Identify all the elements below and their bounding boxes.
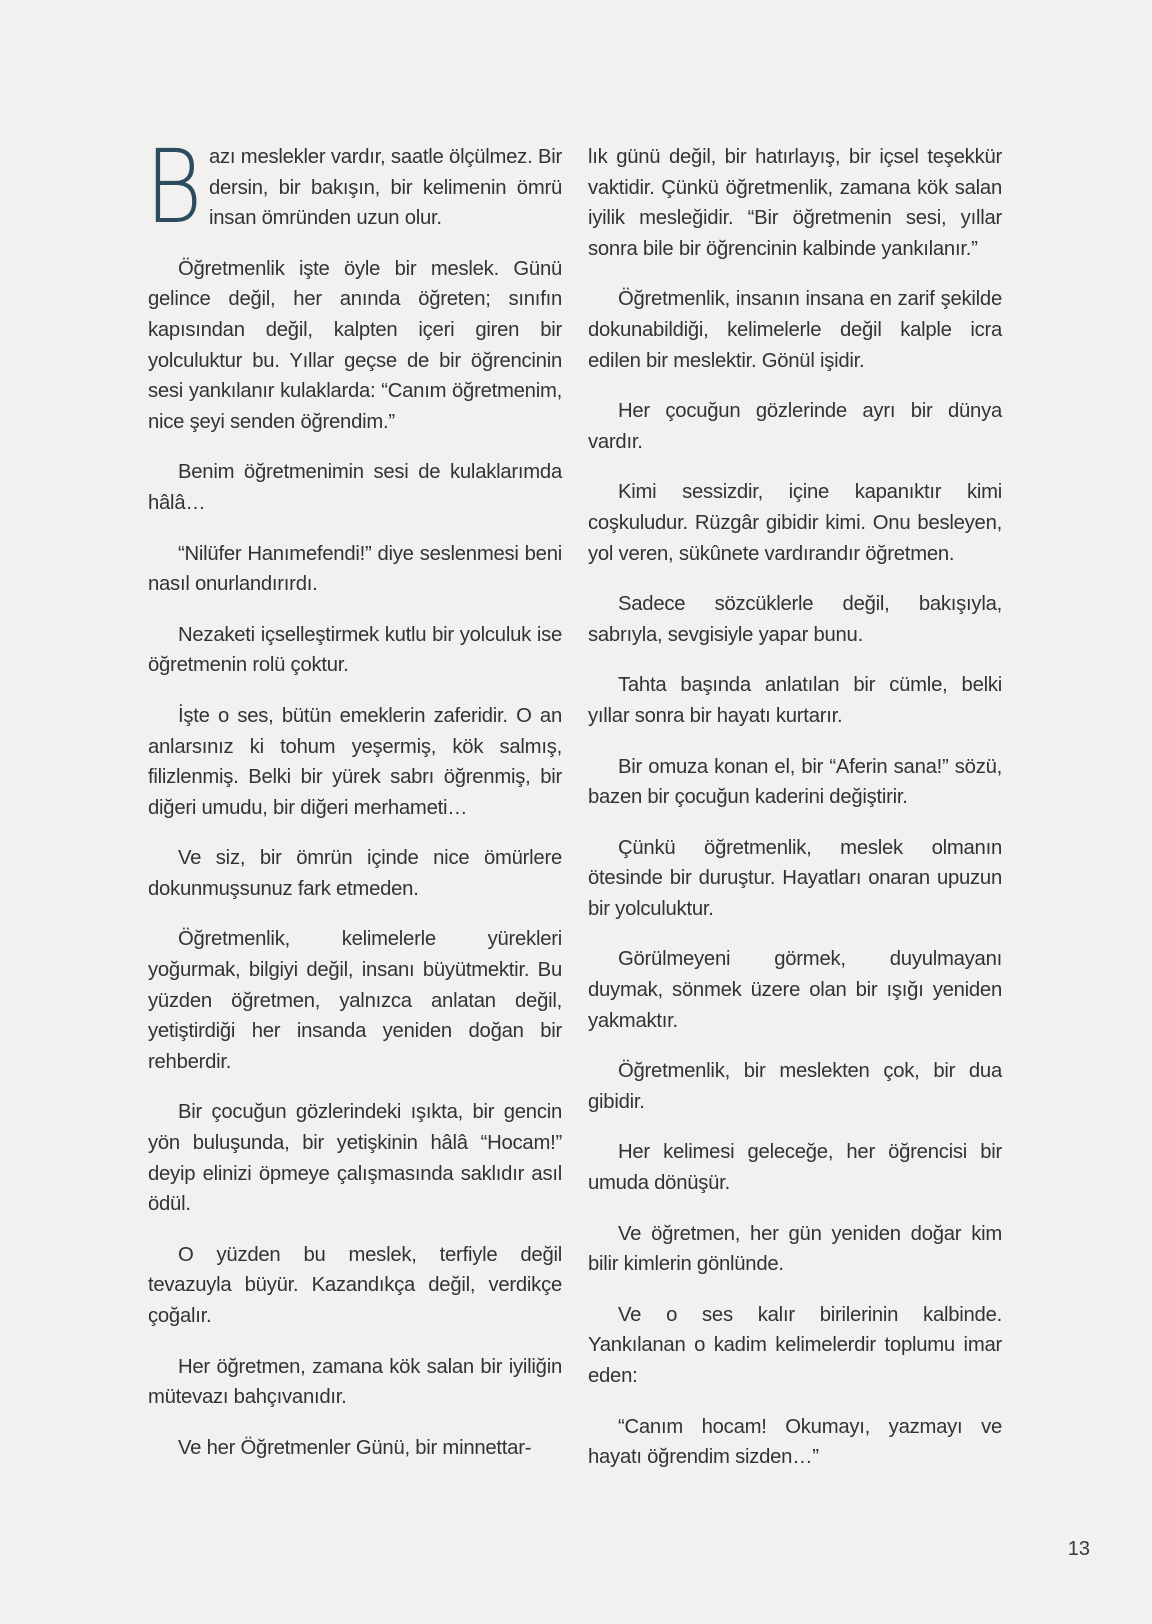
drop-cap: B bbox=[145, 128, 203, 247]
paragraph: “Canım hocam! Okumayı, yazmayı ve hayatı öğrendim sizden…” bbox=[588, 1415, 1002, 1469]
right-column bbox=[588, 142, 1002, 1493]
paragraph: Öğretmenlik, bir meslekten çok, bir dua gibidir. bbox=[588, 1060, 1002, 1113]
page-number: 13 bbox=[1067, 1538, 1090, 1560]
paragraph: Öğretmenlik işte öyle bir meslek. Günü gelince değil, her anında öğreten; sınıfın kapısından değil, kalpten içeri giren bir yolculuktur bu. Yıllar geçse de bir öğrencinin sesi yankılanır kulaklarda: “Canım öğretmenim, nice şeyi senden öğrendim.” bbox=[148, 257, 562, 433]
paragraph: “Nilüfer Hanımefendi!” diye seslenmesi beni nasıl onurlandırırdı. bbox=[148, 542, 562, 596]
opening-paragraph bbox=[145, 128, 562, 247]
paragraph: Ve siz, bir ömrün içinde nice ömürlere dokunmuşsunuz fark etmeden. bbox=[148, 847, 562, 900]
paragraph: Ve öğretmen, her gün yeniden doğar kim bilir kimlerin gönlünde. bbox=[588, 1222, 1002, 1276]
left-column bbox=[145, 128, 562, 1483]
paragraph: Çünkü öğretmenlik, meslek olmanın ötesinde bir duruştur. Hayatları onaran upuzun bir yolculuktur. bbox=[588, 836, 1002, 920]
paragraph: O yüzden bu meslek, terfiyle değil tevazuyla büyür. Kazandıkça değil, verdikçe çoğalır. bbox=[148, 1243, 562, 1327]
paragraph: Her öğretmen, zamana kök salan bir iyiliğin mütevazı bahçıvanıdır. bbox=[148, 1355, 562, 1409]
paragraph: Görülmeyeni görmek, duyulmayanı duymak, sönmek üzere olan bir ışığı yeniden yakmaktır. bbox=[588, 948, 1002, 1032]
paragraph: Ve o ses kalır birilerinin kalbinde. Yankılanan o kadim kelimelerdir toplumu imar eden: bbox=[588, 1303, 1002, 1387]
paragraph: Her çocuğun gözlerinde ayrı bir dünya vardır. bbox=[588, 400, 1002, 453]
paragraph: Tahta başında anlatılan bir cümle, belki yıllar sonra bir hayatı kurtarır. bbox=[588, 674, 1002, 727]
opening-paragraph-text: azı meslekler vardır, saatle ölçülmez. Bir dersin, bir bakışın, bir kelimenin ömrü insan ömründen uzun olur. bbox=[209, 146, 562, 230]
paragraph: Ve her Öğretmenler Günü, bir minnettar- bbox=[178, 1436, 532, 1459]
paragraph: Nezaketi içselleştirmek kutlu bir yolculuk ise öğretmenin rolü çoktur. bbox=[148, 623, 562, 677]
paragraph: Her kelimesi geleceğe, her öğrencisi bir umuda dönüşür. bbox=[588, 1141, 1002, 1195]
paragraph: Öğretmenlik, insanın insana en zarif şekilde dokunabildiği, kelimelerle değil kalple icra edilen bir meslektir. Gönül işidir. bbox=[588, 288, 1002, 372]
continued-paragraph: lık günü değil, bir hatırlayış, bir içsel teşekkür vaktidir. Çünkü öğretmenlik, zamana kök salan iyilik mesleğidir. “Bir öğretmenin sesi, yıllar sonra bile bir öğrencinin kalbinde yankılanır.” bbox=[588, 146, 1002, 260]
paragraph: Öğretmenlik, kelimelerle yürekleri yoğurmak, bilgiyi değil, insanı büyütmektir. Bu yüzden öğretmen, yalnızca anlatan değil, yetiştirdiği her insanda yeniden doğan bir rehberdir. bbox=[148, 928, 562, 1073]
paragraph: Sadece sözcüklerle değil, bakışıyla, sabrıyla, sevgisiyle yapar bunu. bbox=[588, 593, 1002, 646]
paragraph: Bir çocuğun gözlerindeki ışıkta, bir gencin yön buluşunda, bir yetişkinin hâlâ “Hocam!” deyip elinizi öpmeye çalışmasında saklıdır asıl ödül. bbox=[148, 1101, 562, 1216]
paragraph: Benim öğretmenimin sesi de kulaklarımda hâlâ… bbox=[148, 461, 562, 514]
paragraph: Kimi sessizdir, içine kapanıktır kimi coşkuludur. Rüzgâr gibidir kimi. Onu besleyen, yol veren, sükûnete vardırandır öğretmen. bbox=[588, 481, 1002, 565]
paragraph: İşte o ses, bütün emeklerin zaferidir. O an anlarsınız ki tohum yeşermiş, kök salmış, filizlenmiş. Belki bir yürek sabrı öğrenmiş, bir diğeri umudu, bir diğeri merhameti… bbox=[148, 704, 562, 819]
paragraph: Bir omuza konan el, bir “Aferin sana!” sözü, bazen bir çocuğun kaderini değiştirir. bbox=[588, 755, 1002, 809]
